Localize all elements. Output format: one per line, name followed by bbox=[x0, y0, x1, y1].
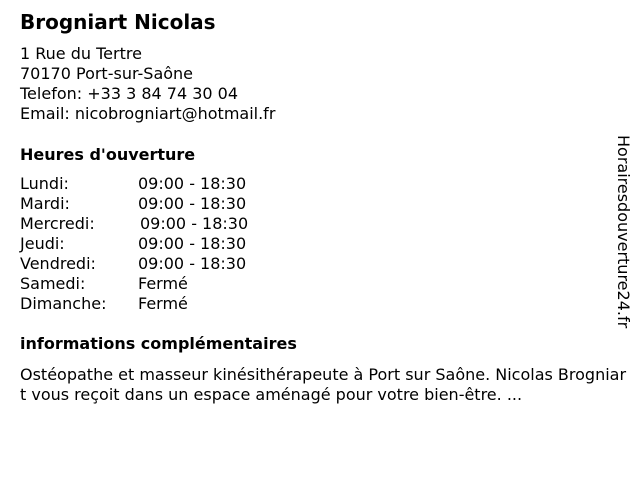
time-value: 09:00 - 18:30 bbox=[138, 234, 247, 253]
day-label: Mardi: bbox=[20, 194, 70, 213]
day-label: Lundi: bbox=[20, 174, 69, 193]
hours-row-monday bbox=[20, 174, 248, 194]
additional-info-heading: informations complémentaires bbox=[20, 334, 297, 353]
contact-block bbox=[20, 44, 275, 124]
opening-hours-table bbox=[20, 174, 248, 314]
business-name: Brogniart Nicolas bbox=[20, 10, 216, 34]
hours-row-saturday bbox=[20, 274, 248, 294]
day-label: Vendredi: bbox=[20, 254, 96, 273]
hours-row-wednesday bbox=[20, 214, 248, 234]
opening-hours-heading: Heures d'ouverture bbox=[20, 145, 196, 164]
time-value: 09:00 - 18:30 bbox=[138, 254, 247, 273]
hours-row-thursday bbox=[20, 234, 248, 254]
time-value: Fermé bbox=[138, 294, 188, 313]
address-city: 70170 Port-sur-Saône bbox=[20, 64, 194, 83]
hours-row-friday bbox=[20, 254, 248, 274]
time-value: Fermé bbox=[138, 274, 188, 293]
business-description: Ostéopathe et masseur kinésithérapeute à Port sur Saône. Nicolas Brogniart vous reçoit dans un espace aménagé pour votre bien-être. ... bbox=[20, 365, 627, 404]
day-label: Jeudi: bbox=[20, 234, 65, 253]
time-value: 09:00 - 18:30 bbox=[138, 174, 247, 193]
day-label: Mercredi: bbox=[20, 214, 95, 233]
hours-row-sunday bbox=[20, 294, 248, 314]
day-label: Samedi: bbox=[20, 274, 86, 293]
email-address: Email: nicobrogniart@hotmail.fr bbox=[20, 104, 276, 123]
time-value: 09:00 - 18:30 bbox=[138, 194, 247, 213]
address-street: 1 Rue du Tertre bbox=[20, 44, 142, 63]
site-watermark: Horairesdouverture24.fr bbox=[614, 135, 633, 329]
hours-row-tuesday bbox=[20, 194, 248, 214]
phone-number: Telefon: +33 3 84 74 30 04 bbox=[20, 84, 239, 103]
time-value: 09:00 - 18:30 bbox=[140, 214, 249, 233]
day-label: Dimanche: bbox=[20, 294, 107, 313]
